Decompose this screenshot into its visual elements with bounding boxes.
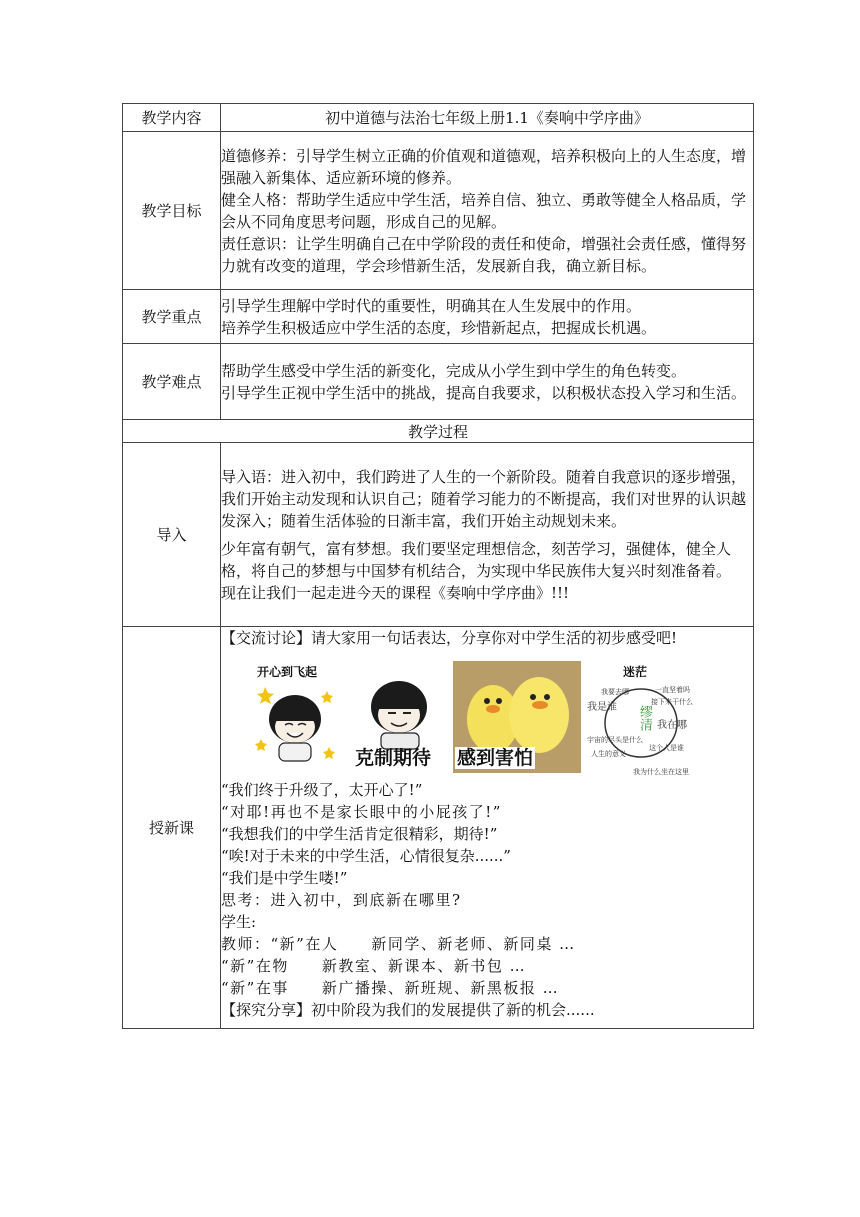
confused-word-9: 我为什么坐在这里 [633,768,689,776]
meme-scared-caption: 感到害怕 [457,747,534,769]
meme-scared [453,661,581,773]
label-difficulties: 教学难点 [123,344,221,420]
row-difficulties [123,344,754,420]
goal-responsibility: 责任意识：让学生明确自己在中学阶段的责任和使命，增强社会责任感，懂得努力就有改变的道理，学会珍惜新生活，发展新自我，确立新目标。 [221,234,747,275]
label-content: 教学内容 [123,104,221,132]
teacher-line-2: “新”在物 新教室、新课本、新书包 … [221,957,527,975]
label-key-points: 教学重点 [123,290,221,344]
confused-word-4: 我是谁 [587,702,617,713]
label-goals: 教学目标 [123,132,221,290]
row-goals [123,132,754,290]
process-header: 教学过程 [123,420,754,443]
content-value: 初中道德与法治七年级上册1.1《奏响中学序曲》 [221,104,754,132]
confused-word-2: 一直坚着吗 [655,686,690,694]
meme-anticipation-caption: 克制期待 [355,747,432,769]
goal-personality: 健全人格：帮助学生适应中学生活，培养自信、独立、勇敢等健全人格品质，学会从不同角度思考问题，形成自己的见解。 [221,190,747,231]
meme-happy-face-icon [241,661,349,773]
new-lesson-content [221,627,754,1029]
row-intro [123,443,754,627]
row-content [123,104,754,132]
quote-2: “对耶!再也不是家长眼中的小屁孩了!” [221,803,502,821]
confused-word-1: 我要去哪 [601,688,629,696]
row-new-lesson [123,627,754,1029]
label-new-lesson: 授新课 [123,627,221,1029]
meme-anticipation [353,661,449,773]
student-label: 学生: [221,913,257,931]
quote-1: “我们终于升级了，太开心了!” [221,781,423,799]
difficulty-2: 引导学生正视中学生活中的挑战，提高自我要求，以积极状态投入学习和生活。 [221,383,747,402]
row-key-points [123,290,754,344]
intro-paragraph-1: 导入语：进入初中，我们跨进了人生的一个新阶段。随着自我意识的逐步增强，我们开始主动发现和认识自己；随着学习能力的不断提高，我们对世界的认识越发深入；随着生活体验的日渐丰富，我们开始主动规划未来。 [221,467,747,530]
meme-happy-caption: 开心到飞起 [257,665,318,679]
difficulty-1: 帮助学生感受中学生活的新变化，完成从小学生到中学生的角色转变。 [221,361,687,380]
lesson-plan-table [122,103,754,1029]
difficulties-content [221,344,754,420]
intro-paragraph-2: 少年富有朝气，富有梦想。我们要坚定理想信念，刻苦学习，强健体，健全人格，将自己的梦想与中国梦有机结合，为实现中华民族伟大复兴时刻准备着。 [221,539,732,580]
think-question: 思考：进入初中，到底新在哪里? [221,891,462,909]
intro-paragraph-3: 现在让我们一起走进今天的课程《奏响中学序曲》!!! [221,583,570,602]
meme-strip [241,661,753,776]
meme-confused-caption: 迷茫 [623,665,648,679]
key-points-content [221,290,754,344]
quote-3: “我想我们的中学生活肯定很精彩，期待!” [221,825,498,843]
label-intro: 导入 [123,443,221,627]
key-point-1: 引导学生理解中学时代的重要性，明确其在人生发展中的作用。 [221,296,642,315]
goal-moral: 道德修养：引导学生树立正确的价值观和道德观，培养积极向上的人生态度，增强融入新集体、适应新环境的修养。 [221,146,747,187]
quote-4: “唉!对于未来的中学生活，心情很复杂......” [221,847,511,865]
meme-confused-center: 缪清 [637,705,652,731]
discussion-prompt: 【交流讨论】请大家用一句话表达，分享你对中学生活的初步感受吧! [221,629,678,647]
confused-word-7: 人生的意义 [591,750,626,758]
teacher-line-3: “新”在事 新广播操、新班规、新黑板报 … [221,979,560,997]
row-process-header [123,420,754,443]
key-point-2: 培养学生积极适应中学生活的态度，珍惜新起点，把握成长机遇。 [221,318,657,337]
meme-happy [241,661,349,773]
intro-content [221,443,754,627]
quote-5: “我们是中学生喽!” [221,869,348,887]
confused-word-6: 宇宙的尽头是什么 [587,736,643,744]
confused-word-3: 接下来干什么 [651,698,693,706]
confused-word-8: 这个人是谁 [649,744,684,752]
meme-confused [585,661,697,776]
confused-word-5: 我在哪 [657,720,687,731]
teacher-line-1: 教师：“新”在人 新同学、新老师、新同桌 … [221,935,576,953]
goals-content [221,132,754,290]
explore-share: 【探究分享】初中阶段为我们的发展提供了新的机会...... [221,1001,595,1019]
